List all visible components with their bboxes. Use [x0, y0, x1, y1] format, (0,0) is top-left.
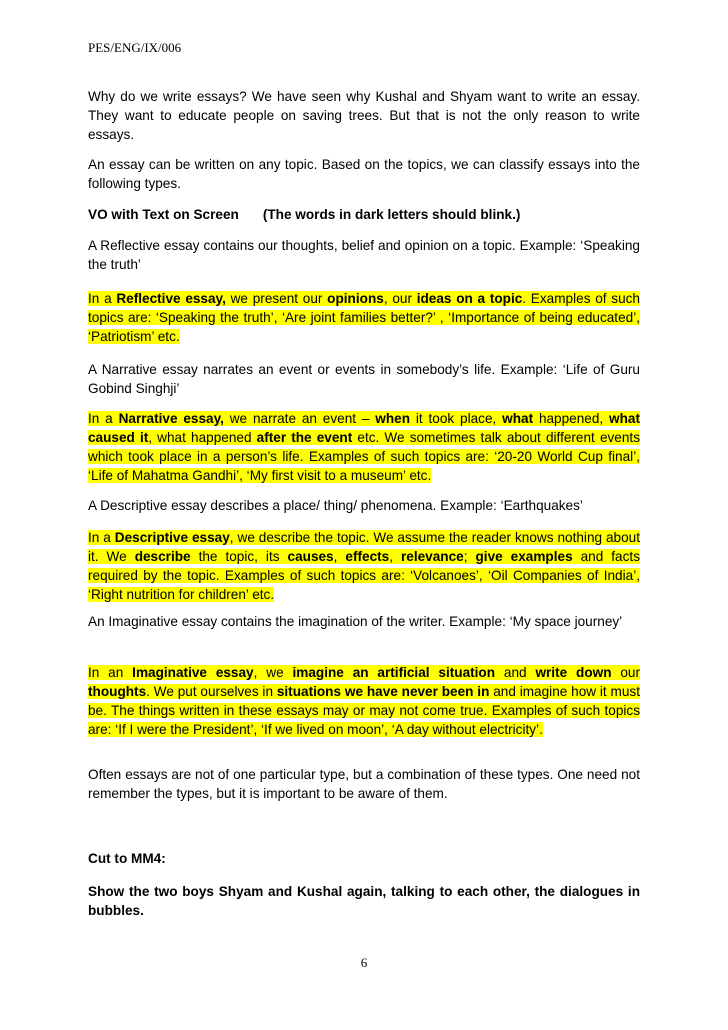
imaginative-highlight: In an Imaginative essay, we imagine an artificial situation and write down our thoughts. We put ourselves in situations we have never been in and imagine how it must be. The things written in these essays may or may not come true. Examples of such topics are: ‘If I were the President’, ‘If we lived on moon’, ‘A day without electricity’.: [88, 665, 640, 737]
intro-paragraph: Why do we write essays? We have seen why Kushal and Shyam want to write an essay. They want to educate people on saving trees. But that is not the only reason to write essays.: [88, 89, 640, 142]
reflective-definition: A Reflective essay contains our thoughts, belief and opinion on a topic. Example: ‘Speaking the truth’: [88, 238, 640, 272]
document-code-header: PES/ENG/IX/006: [88, 40, 182, 55]
types-intro-paragraph: An essay can be written on any topic. Based on the topics, we can classify essays into the following types.: [88, 157, 640, 191]
descriptive-definition: A Descriptive essay describes a place/ thing/ phenomena. Example: ‘Earthquakes’: [88, 498, 583, 513]
vo-direction: [88, 205, 640, 224]
narrative-definition: A Narrative essay narrates an event or events in somebody’s life. Example: ‘Life of Guru Gobind Singhji’: [88, 362, 640, 396]
vo-label: VO with Text on Screen: [88, 207, 239, 222]
show-direction: Show the two boys Shyam and Kushal again, talking to each other, the dialogues in bubbles.: [88, 884, 640, 918]
reflective-highlight: In a Reflective essay, we present our opinions, our ideas on a topic. Examples of such topics are: ‘Speaking the truth’, ‘Are joint families better?’ , ‘Importance of being educated’, ‘Patriotism’ etc.: [88, 291, 640, 344]
descriptive-highlight: In a Descriptive essay, we describe the topic. We assume the reader knows nothing about it. We describe the topic, its causes, effects, relevance; give examples and facts required by the topic. Examples of such topics are: ‘Volcanoes’, ‘Oil Companies of India’, ‘Right nutrition for children’ etc.: [88, 530, 641, 602]
imaginative-definition: An Imaginative essay contains the imagination of the writer. Example: ‘My space journey’: [88, 614, 623, 629]
closing-paragraph: Often essays are not of one particular type, but a combination of these types. One need not remember the types, but it is important to be aware of them.: [88, 767, 640, 801]
cut-direction: Cut to MM4:: [88, 851, 166, 866]
narrative-highlight: In a Narrative essay, we narrate an event – when it took place, what happened, what caused it, what happened after the event etc. We sometimes talk about different events which took place in a person’s life. Examples of such topics are: ‘20-20 World Cup final’, ‘Life of Mahatma Gandhi’, ‘My first visit to a museum’ etc.: [88, 411, 641, 483]
page-number: 6: [360, 955, 368, 970]
vo-note: (The words in dark letters should blink.): [262, 207, 521, 222]
